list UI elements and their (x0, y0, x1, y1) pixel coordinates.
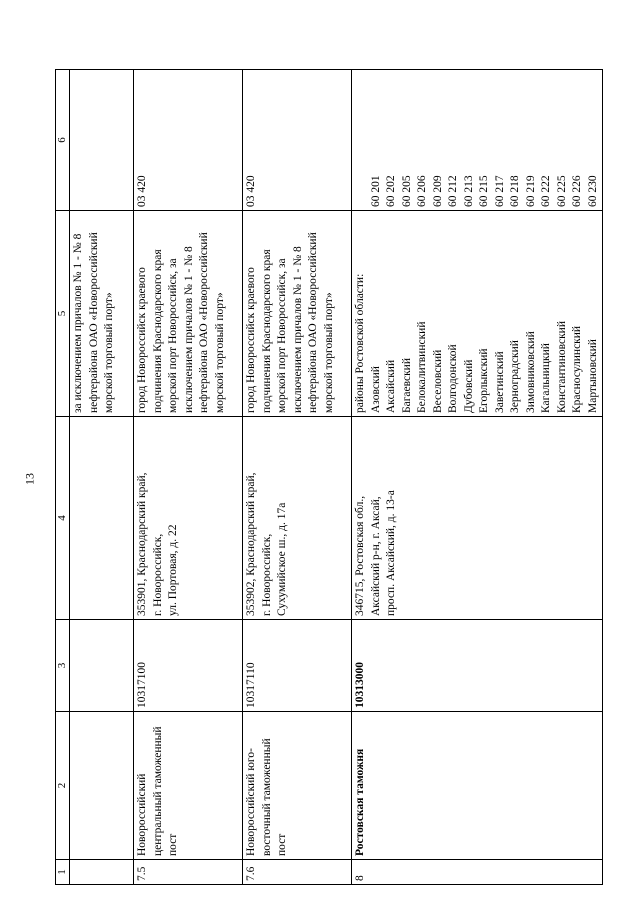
okato-code: 60 213 (462, 175, 475, 207)
post-name: Новороссийский центральный таможенный пост (134, 712, 243, 860)
district-name: Белокалитвинский (416, 321, 428, 413)
document-table-container (55, 70, 599, 885)
header-col-4: 4 (56, 417, 70, 620)
post-code: 10317110 (243, 620, 352, 712)
okato-code: 60 219 (524, 175, 537, 207)
okato-code: 60 209 (431, 175, 444, 207)
territory-header: районы Ростовской области: (354, 273, 366, 413)
cell-empty (70, 712, 134, 860)
table-row (352, 70, 603, 885)
header-col-3: 3 (56, 620, 70, 712)
post-code: 10317100 (134, 620, 243, 712)
okato-code: 60 212 (447, 175, 459, 207)
okato-code: 60 230 (586, 175, 599, 207)
post-okato: 03 420 (243, 70, 352, 211)
okato-code: 60 226 (571, 175, 583, 207)
post-name: Новороссийский юго- восточный таможенный пост (243, 712, 352, 860)
row-number: 7.5 (134, 860, 243, 885)
continuation-territory: за исключением причалов № 1 - № 8 нефтерайона ОАО «Новороссийский морской торговый порт» (70, 211, 134, 417)
district-name: Азовский (369, 366, 382, 413)
district-name: Аксайский (385, 359, 397, 413)
table-row (134, 70, 243, 885)
post-territory: город Новороссийск краевого подчинения Краснодарского края морской порт Новороссийск, за исключением причалов № 1 - № 8 нефтерайона ОАО «Новороссийский морской торговый порт» (134, 211, 243, 417)
page-number: 13 (22, 473, 37, 485)
header-col-6: 6 (56, 70, 70, 211)
customs-okato (352, 70, 603, 211)
customs-address: 346715, Ростовская обл., Аксайский р-н, г. Аксай, просп. Аксайский, д. 13-а (352, 417, 603, 620)
cell-empty (70, 620, 134, 712)
continuation-row (70, 70, 134, 885)
table-row (243, 70, 352, 885)
customs-code: 10313000 (352, 620, 603, 712)
okato-code: 60 202 (385, 175, 397, 207)
district-name: Багаевский (400, 358, 413, 413)
customs-table (55, 69, 603, 885)
okato-code: 60 225 (555, 175, 568, 207)
header-col-5: 5 (56, 211, 70, 417)
district-name: Мартыновский (586, 339, 599, 413)
cell-empty (70, 417, 134, 620)
header-col-2: 2 (56, 712, 70, 860)
customs-territory (352, 211, 603, 417)
district-name: Красносулинский (571, 325, 583, 413)
okato-code: 60 217 (493, 175, 506, 207)
district-name: Веселовский (431, 349, 444, 413)
district-name: Зерноградский (509, 340, 521, 413)
okato-code: 60 206 (416, 175, 428, 207)
post-address: 353902, Краснодарский край, г. Новороссийск, Сухумийское ш., д. 17а (243, 417, 352, 620)
post-territory: город Новороссийск краевого подчинения Краснодарского края морской порт Новороссийск, за исключением причалов № 1 - № 8 нефтерайона ОАО «Новороссийский морской торговый порт» (243, 211, 352, 417)
district-name: Волгодонской (447, 344, 459, 413)
okato-code: 60 218 (509, 175, 521, 207)
row-number: 7.6 (243, 860, 352, 885)
cell-empty (70, 70, 134, 211)
okato-code: 60 201 (369, 175, 382, 207)
district-name: Дубовский (462, 359, 475, 413)
district-name: Егорлыкский (478, 348, 490, 413)
post-address: 353901, Краснодарский край, г. Новороссийск, ул. Портовая, д. 22 (134, 417, 243, 620)
district-name: Кагальницкий (540, 343, 552, 413)
district-name: Зимовниковский (524, 331, 537, 413)
customs-name: Ростовская таможня (352, 712, 603, 860)
okato-code: 60 215 (478, 175, 490, 207)
post-okato: 03 420 (134, 70, 243, 211)
okato-code: 60 222 (540, 175, 552, 207)
row-number: 8 (352, 860, 603, 885)
cell-empty (70, 860, 134, 885)
header-col-1: 1 (56, 860, 70, 885)
district-name: Константиновский (555, 321, 568, 413)
okato-blank (353, 73, 369, 207)
header-row (56, 70, 70, 885)
district-name: Заветинский (493, 351, 506, 413)
okato-code: 60 205 (400, 175, 413, 207)
